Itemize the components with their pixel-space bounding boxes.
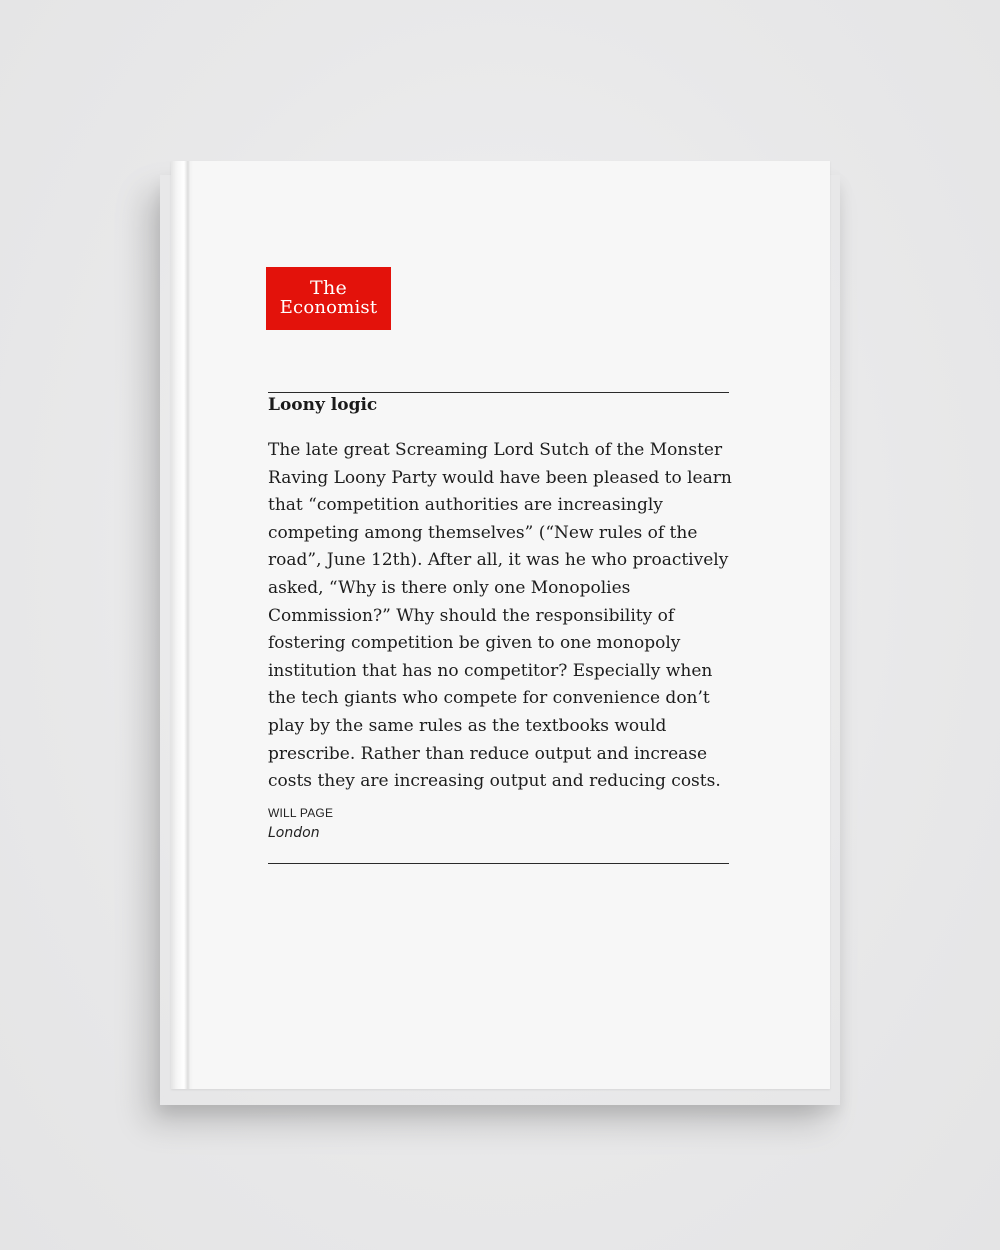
body-line: Commission?” Why should the responsibility of	[268, 605, 675, 626]
body-line: play by the same rules as the textbooks would	[268, 715, 667, 736]
top-divider	[268, 392, 729, 393]
logo-line-the: The	[309, 277, 348, 299]
letter-body	[268, 437, 738, 796]
body-line: prescribe. Rather than reduce output and increase	[268, 743, 708, 764]
book-spine	[171, 161, 193, 1089]
body-line: that “competition authorities are increasingly	[268, 495, 663, 516]
body-line: Raving Loony Party would have been pleased to learn	[268, 467, 732, 488]
body-line: institution that has no competitor? Especially when	[268, 660, 713, 681]
body-line: asked, “Why is there only one Monopolies	[268, 577, 631, 598]
book-cover	[171, 161, 830, 1089]
economist-logo	[266, 267, 391, 330]
bottom-divider	[268, 863, 729, 864]
letter-location: London	[268, 825, 320, 841]
body-line: the tech giants who compete for convenience don’t	[268, 688, 710, 709]
letter-headline: Loony logic	[268, 395, 378, 415]
body-line: competing among themselves” (“New rules of the	[268, 522, 698, 543]
body-line: The late great Screaming Lord Sutch of the Monster	[268, 440, 723, 460]
letter-author: WILL PAGE	[268, 806, 334, 820]
body-line: costs they are increasing output and reducing costs.	[268, 771, 721, 792]
body-line: road”, June 12th). After all, it was he who proactively	[268, 550, 729, 571]
logo-line-economist: Economist	[279, 297, 378, 318]
body-line: fostering competition be given to one monopoly	[268, 633, 681, 654]
